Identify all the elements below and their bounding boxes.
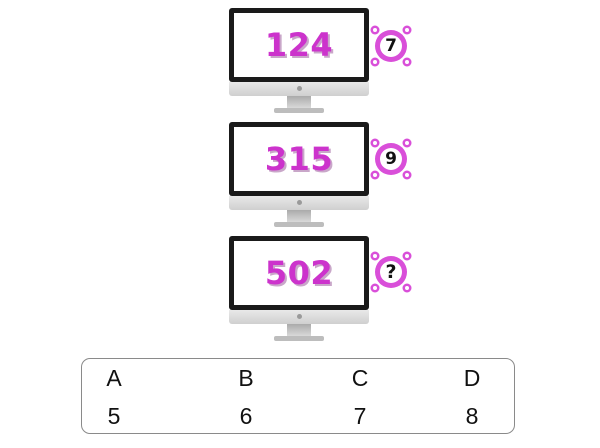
monitor-screen-frame [229, 8, 369, 82]
monitor-1 [229, 8, 369, 114]
option-b-value[interactable]: 6 [239, 403, 253, 429]
monitor-base [274, 222, 324, 227]
screen-number: 315 [264, 140, 334, 178]
badge-2 [369, 137, 413, 181]
monitor-chin [229, 82, 369, 96]
badge-value: 7 [385, 36, 397, 56]
monitor-screen [234, 13, 364, 77]
monitor-screen [234, 241, 364, 305]
badge-value: ? [385, 261, 397, 283]
answer-options-box [81, 358, 515, 434]
monitor-chin [229, 310, 369, 324]
monitor-stand [287, 96, 311, 108]
option-c-letter[interactable]: C [351, 365, 369, 391]
option-a-value[interactable]: 5 [107, 403, 121, 429]
monitor-2 [229, 122, 369, 228]
monitor-base [274, 108, 324, 113]
monitor-3 [229, 236, 369, 342]
screen-number: 124 [264, 26, 334, 64]
screen-number: 502 [264, 254, 334, 292]
option-a-letter[interactable]: A [106, 365, 122, 391]
badge-3 [369, 250, 413, 294]
option-b-letter[interactable]: B [238, 365, 254, 391]
monitor-screen-frame [229, 122, 369, 196]
option-d-letter[interactable]: D [463, 365, 481, 391]
badge-1 [369, 24, 413, 68]
badge-value: 9 [385, 149, 397, 169]
option-c-value[interactable]: 7 [353, 403, 367, 429]
monitor-base [274, 336, 324, 341]
option-d-value[interactable]: 8 [465, 403, 479, 429]
monitor-stand [287, 210, 311, 222]
monitor-chin [229, 196, 369, 210]
monitor-screen-frame [229, 236, 369, 310]
monitor-screen [234, 127, 364, 191]
monitor-stand [287, 324, 311, 336]
